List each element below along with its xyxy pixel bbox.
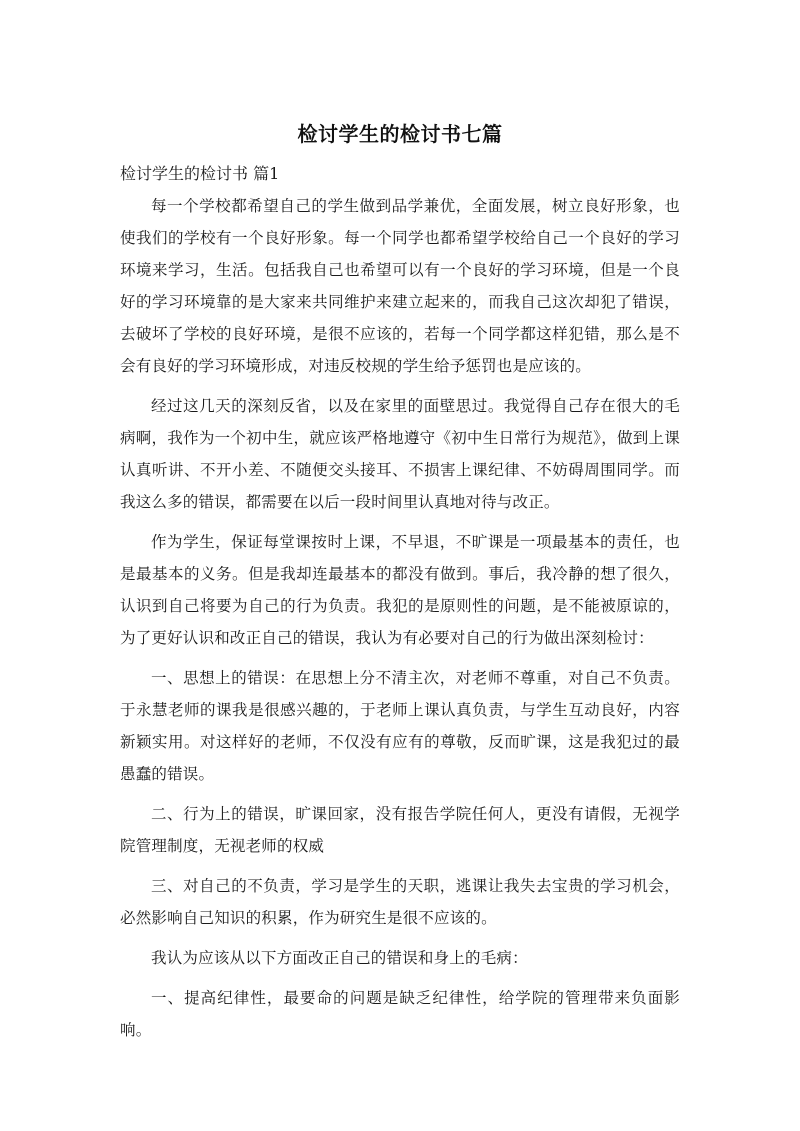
document-title: 检讨学生的检讨书七篇 bbox=[297, 122, 503, 146]
paragraph: 三、对自己的不负责，学习是学生的天职，逃课让我失去宝贵的学习机会，必然影响自己知识的积累，作为研究生是很不应该的。 bbox=[120, 877, 680, 927]
paragraph: 作为学生，保证每堂课按时上课，不早退，不旷课是一项最基本的责任，也是最基本的义务。但是我却连最基本的都没有做到。事后，我冷静的想了很久，认识到自己将要为自己的行为负责。我犯的是原则性的问题，是不能被原谅的，为了更好认识和改正自己的错误，我认为有必要对自己的行为做出深刻检讨： bbox=[120, 533, 680, 647]
section-heading: 检讨学生的检讨书 篇1 bbox=[120, 164, 280, 183]
paragraph: 一、提高纪律性，最要命的问题是缺乏纪律性，给学院的管理带来负面影响。 bbox=[120, 989, 680, 1039]
paragraph: 每一个学校都希望自己的学生做到品学兼优，全面发展，树立良好形象，也使我们的学校有一个良好形象。每一个同学也都希望学校给自己一个良好的学习环境来学习，生活。包括我自己也希望可以有一个良好的学习环境，但是一个良好的学习环境靠的是大家来共同维护来建立起来的，而我自己这次却犯了错误，去破坏了学校的良好环境，是很不应该的，若每一个同学都这样犯错，那么是不会有良好的学习环境形成，对违反校规的学生给予惩罚也是应该的。 bbox=[120, 197, 680, 375]
paragraph: 二、行为上的错误，旷课回家，没有报告学院任何人，更没有请假，无视学院管理制度，无视老师的权威 bbox=[120, 805, 680, 855]
document-body bbox=[120, 190, 680, 1054]
paragraph: 我认为应该从以下方面改正自己的错误和身上的毛病： bbox=[151, 949, 528, 967]
paragraph: 经过这几天的深刻反省，以及在家里的面壁思过。我觉得自己存在很大的毛病啊，我作为一个初中生，就应该严格地遵守《初中生日常行为规范》，做到上课认真听讲、不开小差、不随便交头接耳、不损害上课纪律、不妨碍周围同学。而我这么多的错误，都需要在以后一段时间里认真地对待与改正。 bbox=[120, 397, 680, 511]
paragraph: 一、思想上的错误：在思想上分不清主次，对老师不尊重，对自己不负责。于永慧老师的课我是很感兴趣的，于老师上课认真负责，与学生互动良好，内容新颖实用。对这样好的老师，不仅没有应有的尊敬，反而旷课，这是我犯过的最愚蠢的错误。 bbox=[120, 669, 680, 783]
